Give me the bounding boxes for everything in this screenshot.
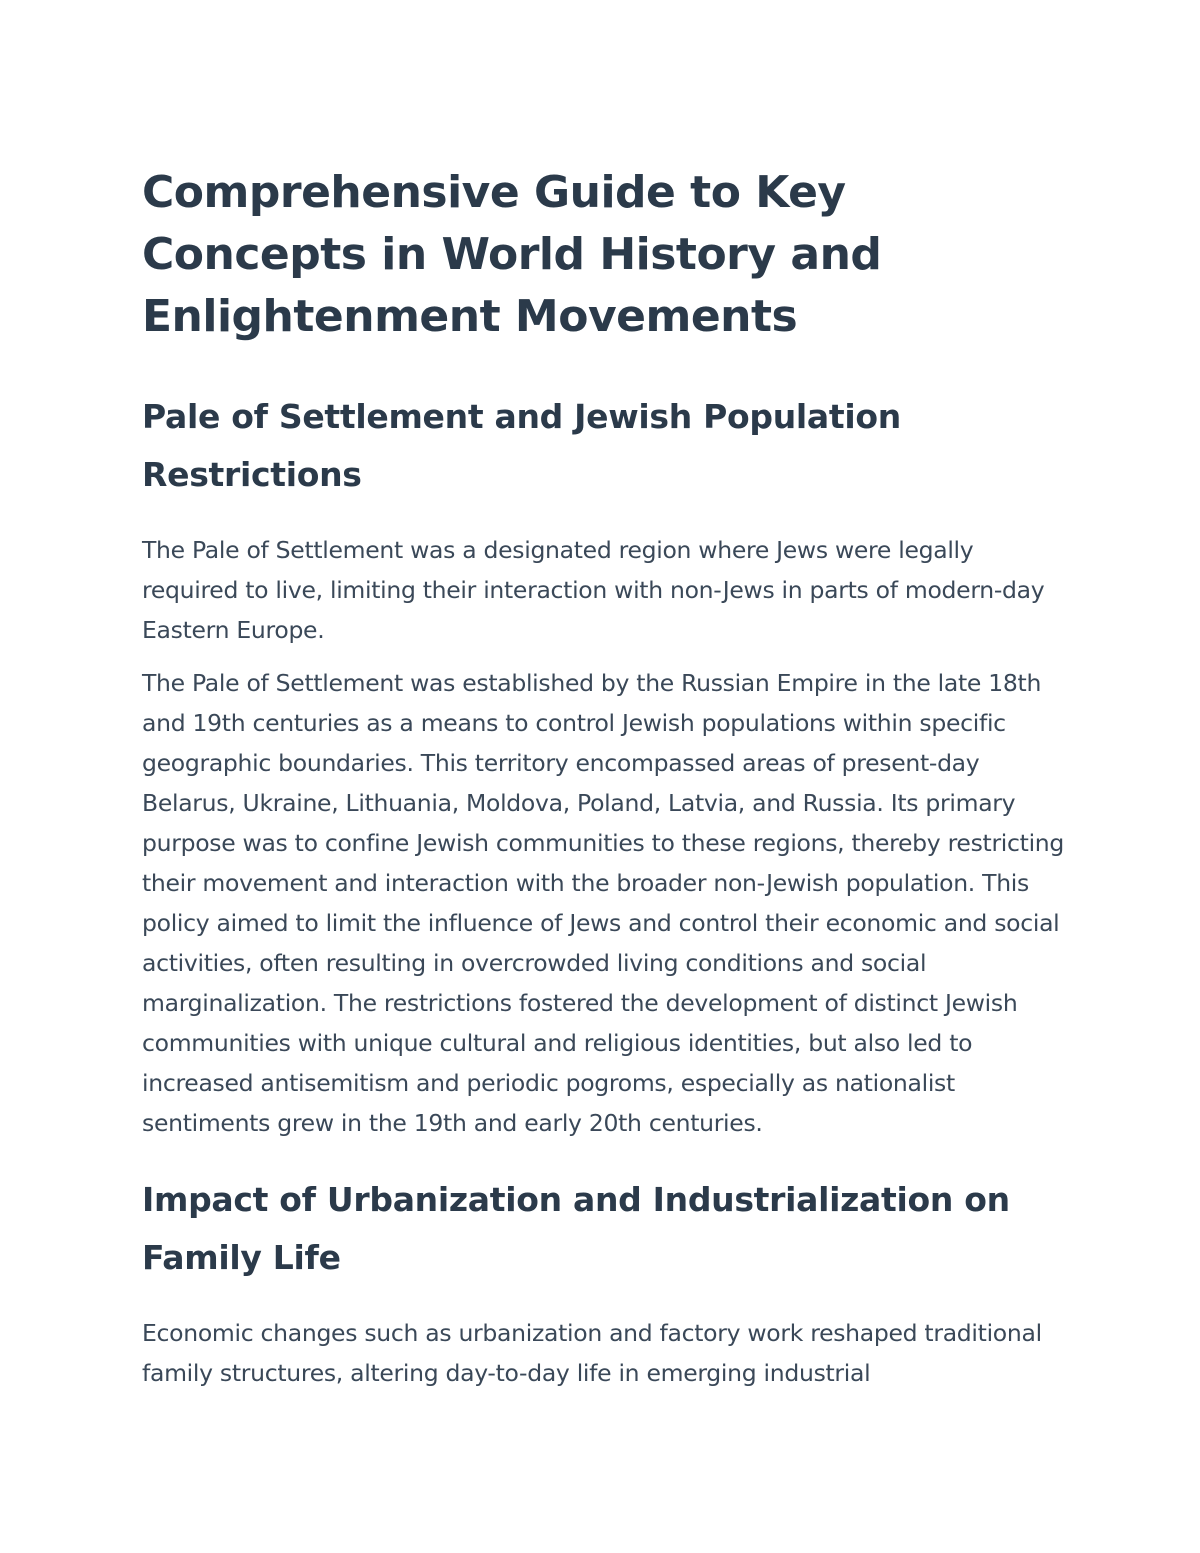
detail-paragraph: The Pale of Settlement was established by the Russian Empire in the late 18th and 19th centuries as a means to control Jewish populations within specific geographic boundaries. This territory encompassed areas of present-day Belarus, Ukraine, Lithuania, Moldova, Poland, Latvia, and Russia. Its primary purpose was to confine Jewish communities to these regions, thereby restricting their movement and interaction with the broader non-Jewish population. This policy aimed to limit the influence of Jews and control their economic and social activities, often resulting in overcrowded living conditions and social marginalization. The restrictions fostered the development of distinct Jewish communities with unique cultural and religious identities, but also led to increased antisemitism and periodic pogroms, especially as nationalist sentiments grew in the 19th and early 20th centuries. <box>142 669 1065 1137</box>
section-urbanization-industrialization <box>142 1171 1072 1393</box>
section-heading: Impact of Urbanization and Industrialization on Family Life <box>142 1180 1010 1277</box>
summary-paragraph: The Pale of Settlement was a designated region where Jews were legally required to live, limiting their interaction with non-Jews in parts of modern-day Eastern Europe. <box>142 536 1045 644</box>
document-page <box>142 162 1072 1393</box>
summary-paragraph: Economic changes such as urbanization and factory work reshaped traditional family structures, altering day-to-day life in emerging industrial <box>142 1319 1042 1387</box>
section-pale-of-settlement <box>142 388 1072 1143</box>
section-heading: Pale of Settlement and Jewish Population Restrictions <box>142 397 901 494</box>
page-title: Comprehensive Guide to Key Concepts in World History and Enlightenment Movements <box>142 167 882 342</box>
